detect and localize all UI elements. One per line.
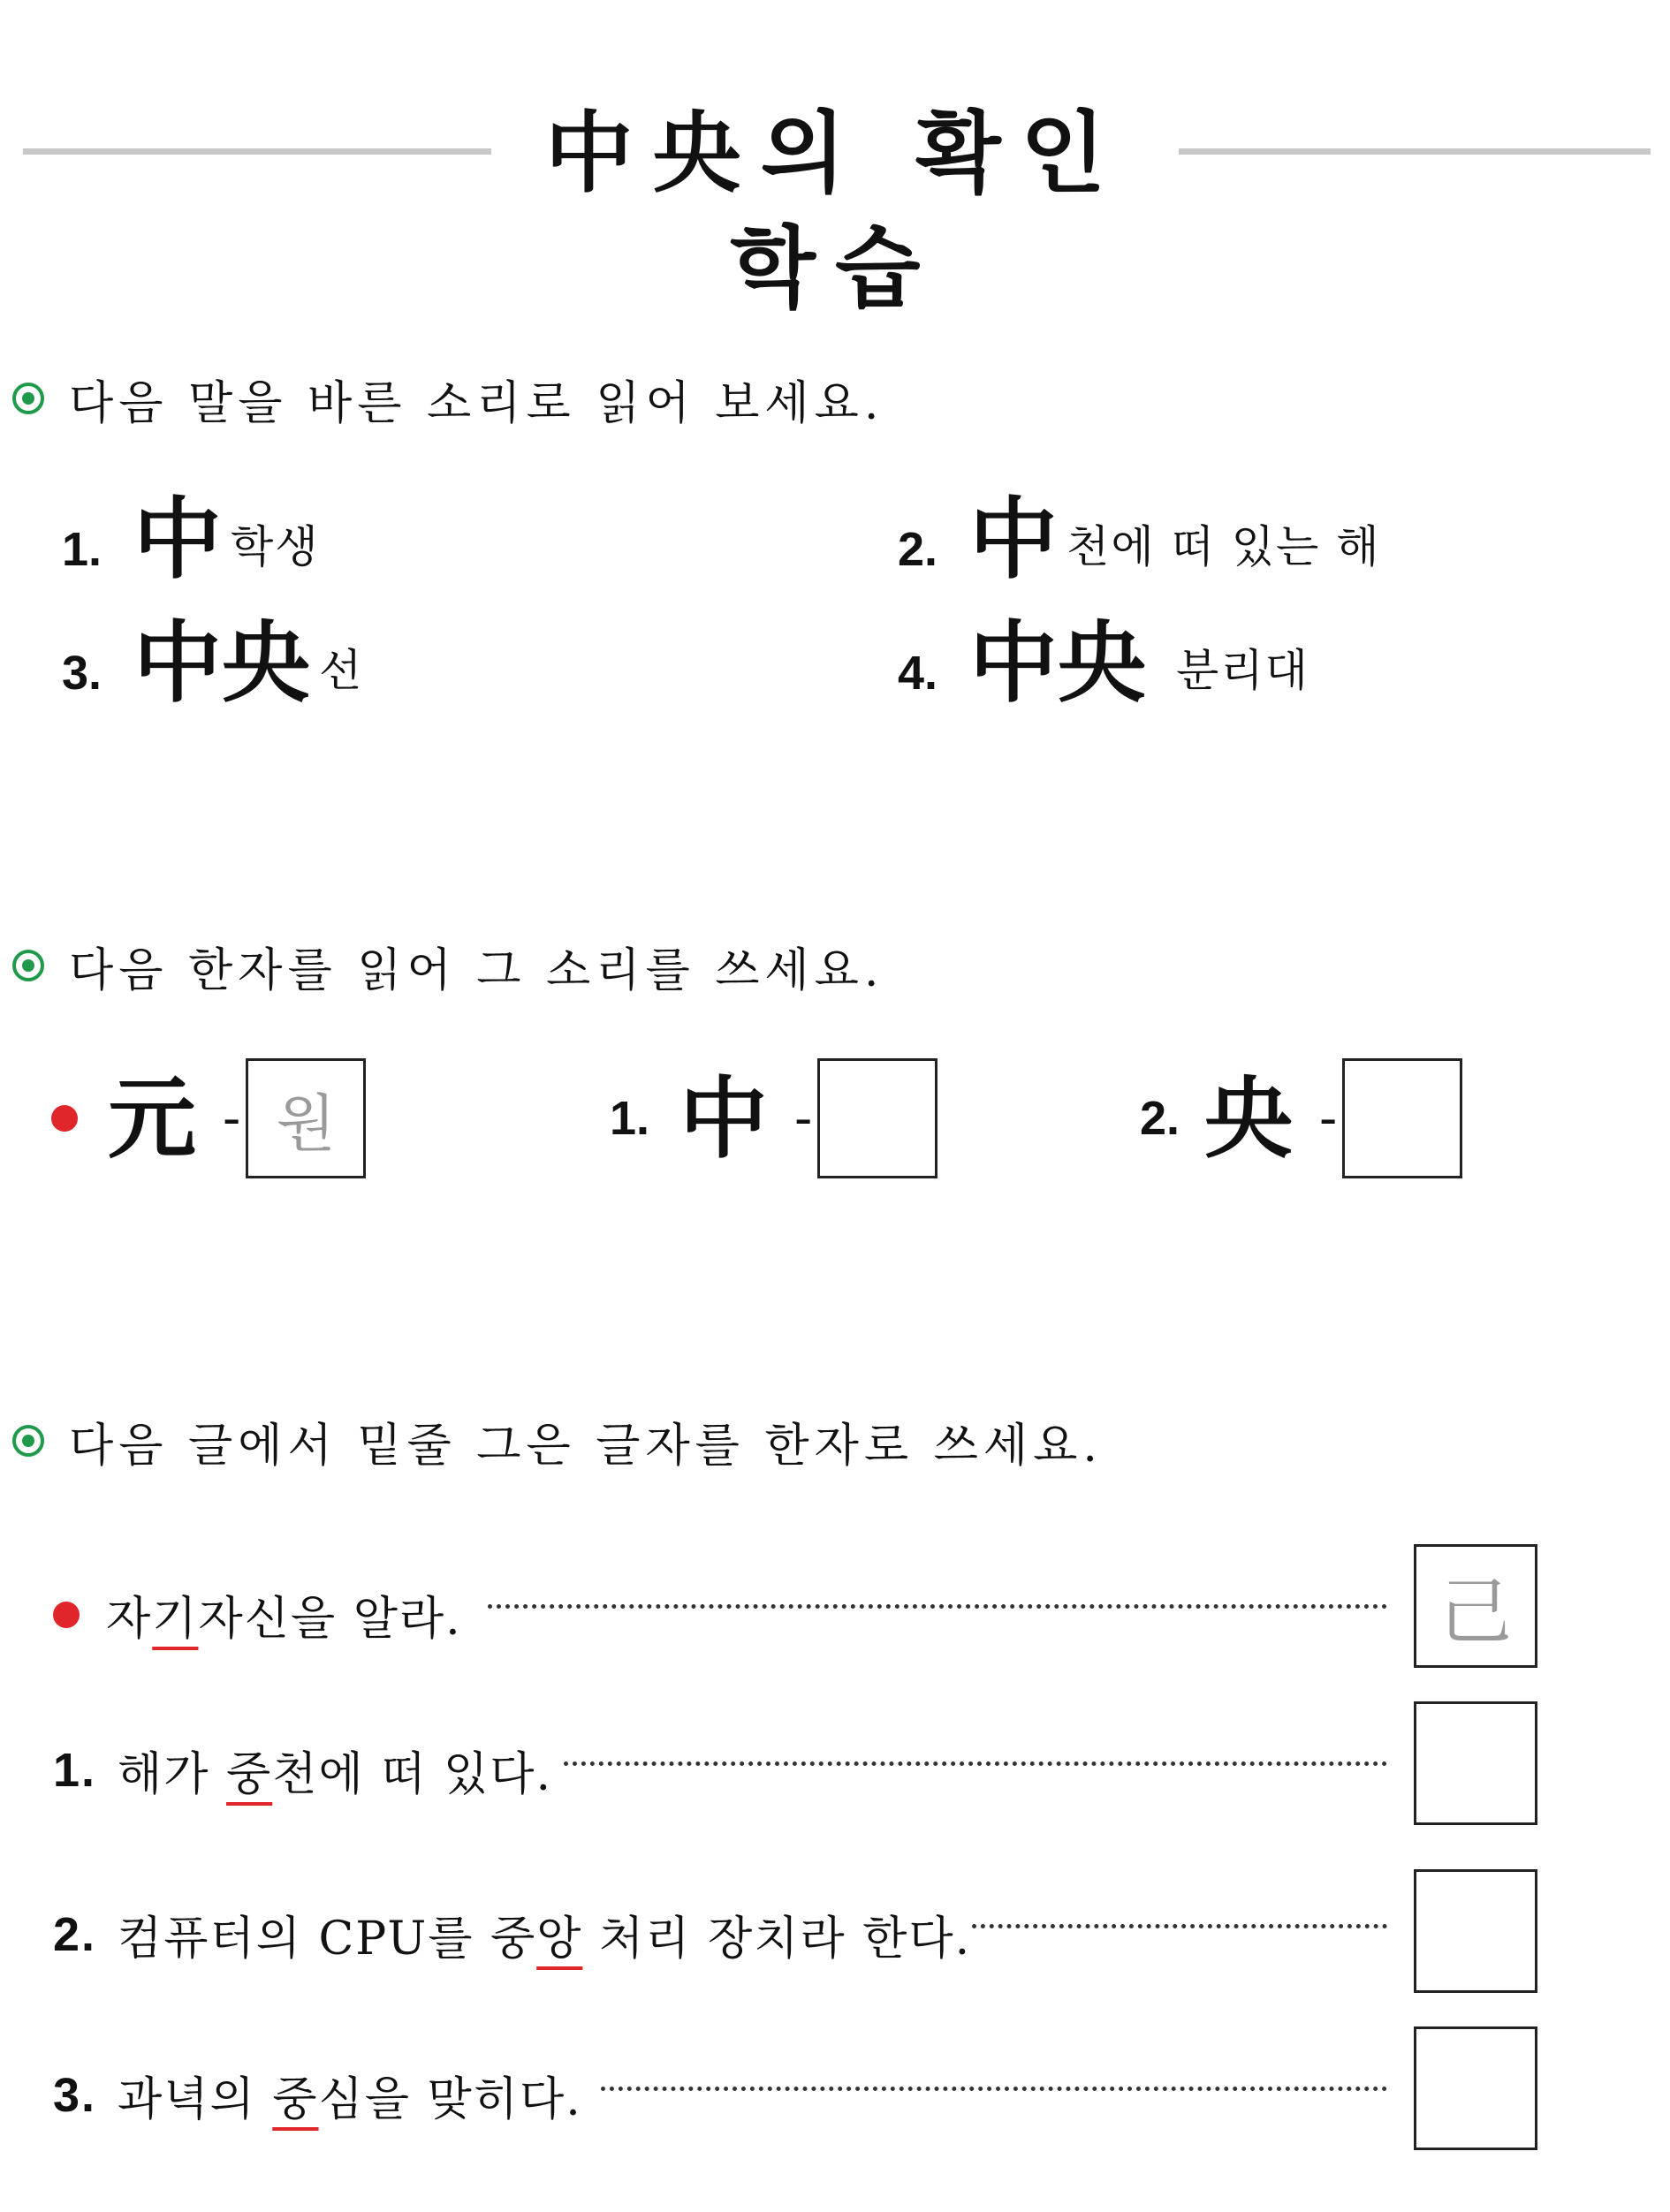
underlined-syllable: 중 xyxy=(226,1748,273,1801)
dash: - xyxy=(794,1087,813,1149)
reading-item-3 xyxy=(62,610,364,715)
section-3-header xyxy=(12,1410,1103,1472)
reading-suffix: 천에 떠 있는 해 xyxy=(1067,521,1381,572)
underlined-syllable: 기 xyxy=(152,1593,199,1646)
dotted-leader xyxy=(564,1761,1387,1766)
dotted-leader xyxy=(972,1924,1387,1928)
sentence xyxy=(53,2062,582,2128)
item-number: 1. xyxy=(62,523,102,576)
hanja: 中央 xyxy=(133,610,311,715)
example-answer: 원 xyxy=(276,1087,337,1160)
example-bullet-icon xyxy=(53,1602,80,1628)
example-bullet-icon xyxy=(51,1105,78,1132)
hanja: 中 xyxy=(969,487,1059,591)
sentence-text-after: 자신을 알라. xyxy=(198,1593,462,1646)
example-answer: 己 xyxy=(1438,1570,1512,1655)
answer-box-3[interactable] xyxy=(1414,2026,1537,2150)
sound-item-1 xyxy=(610,1058,937,1178)
sentence-example xyxy=(53,1544,1537,1668)
sentence-text-before: 자 xyxy=(106,1593,153,1646)
hanja: 中 xyxy=(133,487,223,591)
target-bullet-icon xyxy=(12,1425,44,1457)
sound-example xyxy=(51,1058,366,1178)
answer-box-2[interactable] xyxy=(1414,1869,1537,1993)
item-number: 2. xyxy=(898,523,938,576)
item-number: 1. xyxy=(53,1743,97,1797)
title-rule-left xyxy=(23,148,491,155)
sentence-text-after: 천에 떠 있다. xyxy=(272,1748,553,1801)
sentence xyxy=(53,1737,552,1803)
sentence-text-after: 심을 맞히다. xyxy=(318,2073,582,2126)
sound-item-2 xyxy=(1140,1058,1462,1178)
item-number: 1. xyxy=(610,1092,650,1145)
answer-box-1[interactable] xyxy=(1414,1701,1537,1825)
sentence-item-1 xyxy=(53,1701,1537,1825)
reading-suffix: 선 xyxy=(319,645,364,696)
sentence-text-after: 처리 장치라 한다. xyxy=(582,1913,972,1966)
hanja: 中央 xyxy=(969,610,1147,715)
sentence-text-before: 과녁의 xyxy=(118,2073,273,2126)
target-bullet-icon xyxy=(12,950,44,981)
section-2-instruction: 다음 한자를 읽어 그 소리를 쓰세요. xyxy=(69,943,884,997)
reading-suffix: 학생 xyxy=(231,521,320,572)
sentence-text-before: 해가 xyxy=(118,1748,227,1801)
title-rule-right xyxy=(1179,148,1651,155)
dotted-leader xyxy=(488,1604,1387,1609)
dotted-leader xyxy=(601,2087,1387,2091)
answer-box-2[interactable] xyxy=(1342,1058,1462,1178)
sentence-text-before: 컴퓨터의 CPU를 중 xyxy=(118,1913,537,1966)
hanja: 元 xyxy=(108,1066,196,1170)
reading-suffix: 분리대 xyxy=(1176,645,1309,696)
hanja: 央 xyxy=(1204,1066,1294,1170)
sentence-item-2 xyxy=(53,1869,1537,1993)
page-title: 中央의 확인 학습 xyxy=(544,101,1126,320)
hanja: 中 xyxy=(679,1066,769,1170)
reading-item-4 xyxy=(898,610,1309,715)
answer-box-example xyxy=(246,1058,366,1178)
item-number: 4. xyxy=(898,647,938,700)
item-number: 2. xyxy=(53,1907,97,1961)
reading-item-2 xyxy=(898,487,1381,591)
target-bullet-icon xyxy=(12,383,44,414)
underlined-syllable: 중 xyxy=(272,2073,319,2126)
section-1-instruction: 다음 말을 바른 소리로 읽어 보세요. xyxy=(69,376,884,430)
item-number: 3. xyxy=(62,647,102,700)
section-3-instruction: 다음 글에서 밑줄 그은 글자를 한자로 쓰세요. xyxy=(69,1419,1103,1473)
answer-box-example xyxy=(1414,1544,1537,1668)
section-1-header xyxy=(12,367,884,429)
item-number: 3. xyxy=(53,2068,97,2122)
item-number: 2. xyxy=(1140,1092,1180,1145)
dash: - xyxy=(1319,1087,1338,1149)
sentence xyxy=(53,1901,971,1967)
underlined-syllable: 앙 xyxy=(536,1913,583,1966)
sentence xyxy=(53,1581,462,1648)
answer-box-1[interactable] xyxy=(817,1058,937,1178)
dash: - xyxy=(223,1087,241,1149)
sentence-item-3 xyxy=(53,2026,1537,2150)
reading-item-1 xyxy=(62,487,320,591)
section-2-header xyxy=(12,935,884,996)
